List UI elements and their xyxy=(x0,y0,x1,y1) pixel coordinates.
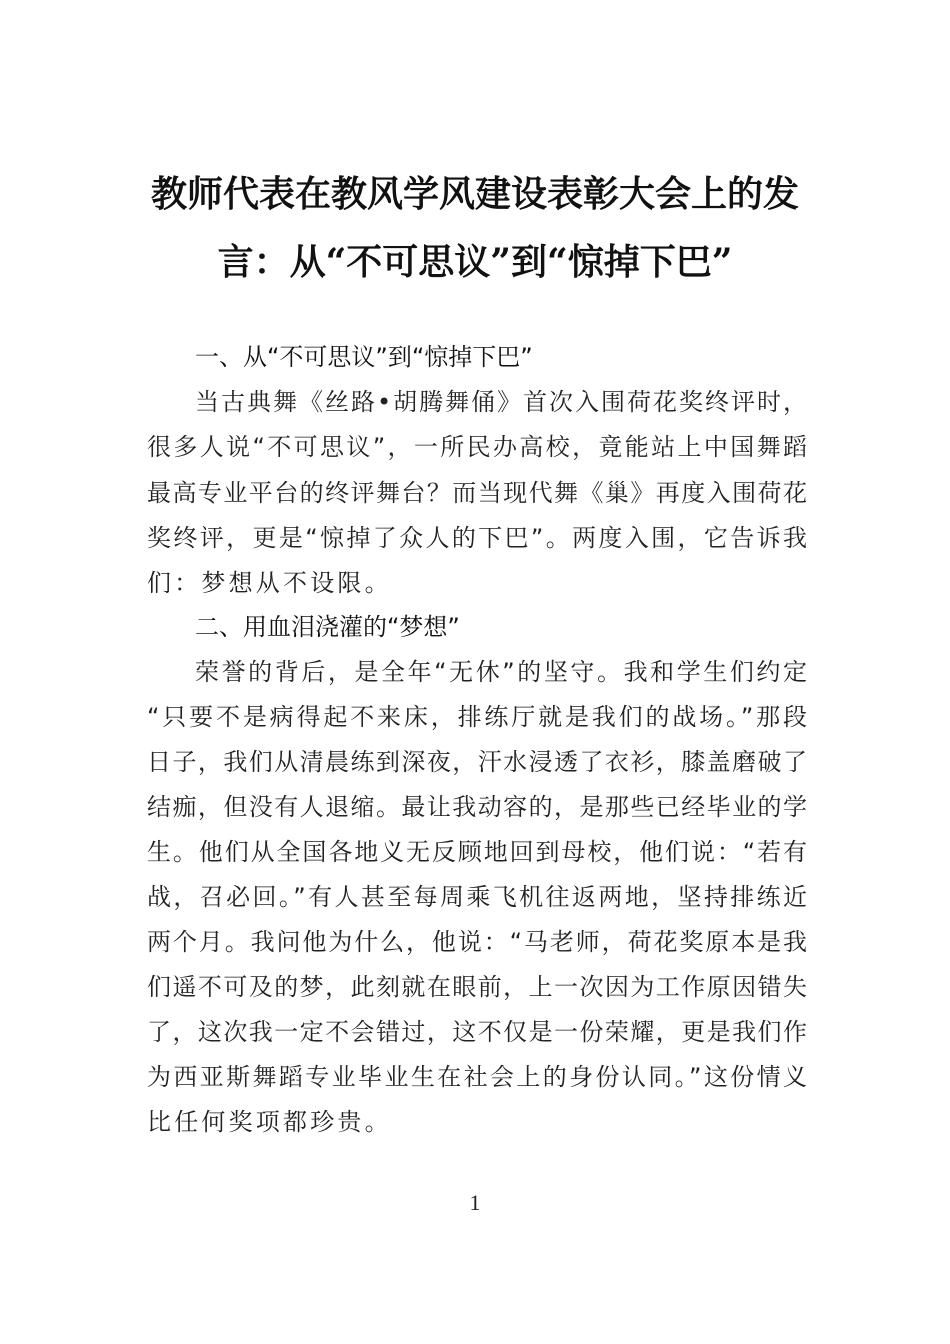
paragraph-line: “只要不是病得起不来床，排练厅就是我们的战场。”那段 xyxy=(147,703,807,731)
paragraph-line: 们遥不可及的梦，此刻就在眼前，上一次因为工作原因错失 xyxy=(147,973,807,1001)
document-title-line-2: 言：从“不可思议”到“惊掉下巴” xyxy=(217,241,733,283)
page-number: 1 xyxy=(469,1190,481,1215)
paragraph-line: 最高专业平台的终评舞台？而当现代舞《巢》再度入围荷花 xyxy=(147,479,807,507)
paragraph-line: 比任何奖项都珍贵。 xyxy=(147,1108,392,1136)
paragraph-line: 生。他们从全国各地义无反顾地回到母校，他们说：“若有 xyxy=(147,838,807,866)
paragraph-line: 们：梦想从不设限。 xyxy=(147,569,392,597)
paragraph-line: 结痂，但没有人退缩。最让我动容的，是那些已经毕业的学 xyxy=(147,793,807,821)
paragraph-line: 战，召必回。”有人甚至每周乘飞机往返两地，坚持排练近 xyxy=(147,883,807,911)
paragraph-line: 日子，我们从清晨练到深夜，汗水浸透了衣衫，膝盖磨破了 xyxy=(147,748,807,776)
paragraph-line: 为西亚斯舞蹈专业毕业生在社会上的身份认同。”这份情义 xyxy=(147,1063,807,1091)
paragraph-line: 了，这次我一定不会错过，这不仅是一份荣耀，更是我们作 xyxy=(147,1018,807,1046)
document-title-line-1: 教师代表在教风学风建设表彰大会上的发 xyxy=(150,173,799,215)
paragraph-line: 荣誉的背后，是全年“无休”的坚守。我和学生们约定 xyxy=(195,658,807,686)
paragraph-line: 两个月。我问他为什么，他说：“马老师，荷花奖原本是我 xyxy=(147,928,807,956)
paragraph-line: 很多人说“不可思议”，一所民办高校，竟能站上中国舞蹈 xyxy=(147,433,807,461)
paragraph-line: 当古典舞《丝路•胡腾舞俑》首次入围荷花奖终评时， xyxy=(195,388,807,416)
paragraph-line: 奖终评，更是“惊掉了众人的下巴”。两度入围，它告诉我 xyxy=(147,524,807,552)
section-heading-2: 二、用血泪浇灌的“梦想” xyxy=(195,613,460,641)
section-heading-1: 一、从“不可思议”到“惊掉下巴” xyxy=(195,343,533,371)
